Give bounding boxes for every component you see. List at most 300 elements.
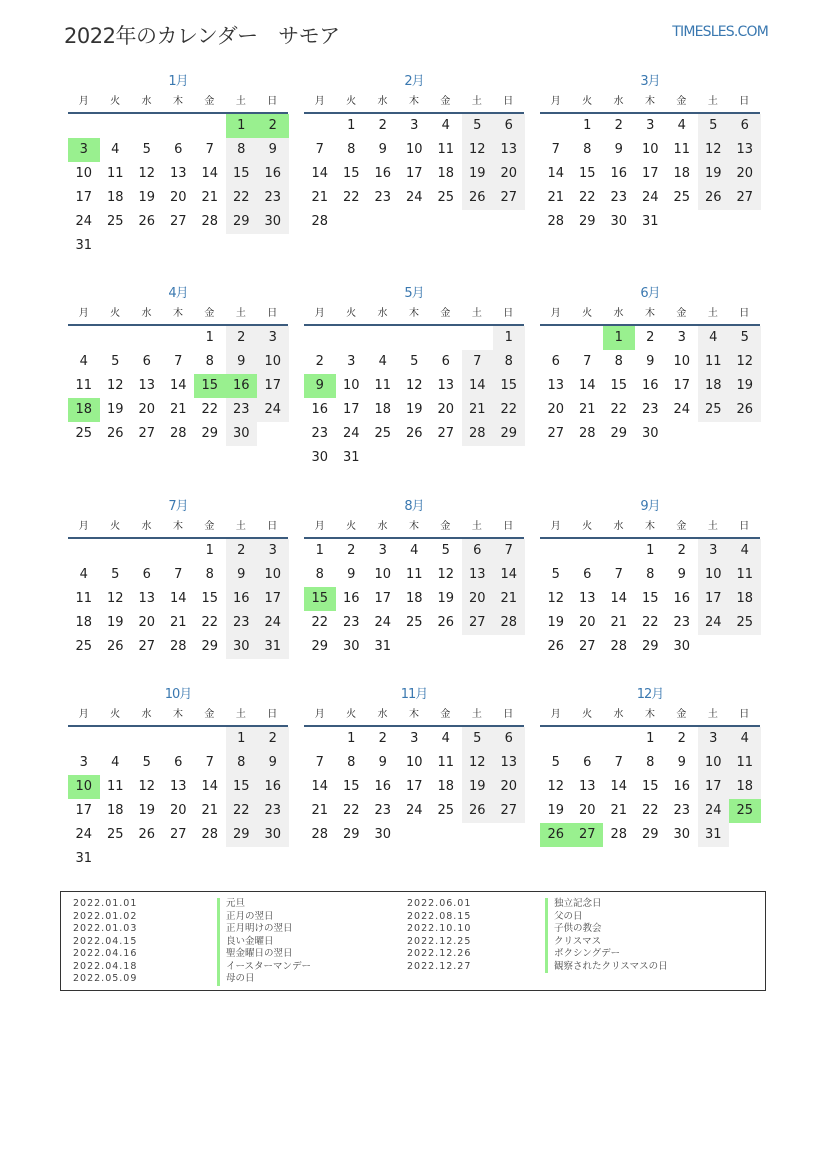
day-cell: 5 [111, 354, 120, 369]
day-cell: 8 [583, 142, 592, 157]
day-cell: 28 [169, 639, 187, 654]
weekday-label: 火 [582, 96, 593, 107]
month-calendar [304, 284, 524, 465]
day-cell: 15 [641, 591, 659, 606]
day-cell: 1 [646, 731, 655, 746]
day-cell: 15 [226, 162, 258, 186]
day-cell: 11 [673, 142, 691, 157]
weekday-label: 金 [204, 709, 215, 720]
day-cell: 18 [405, 591, 423, 606]
day-cell: 15 [578, 166, 596, 181]
weekday-label: 水 [377, 308, 388, 319]
day-cell: 16 [226, 587, 258, 611]
site-brand-link[interactable]: TIMESLES.COM [672, 24, 768, 40]
day-cell: 24 [257, 611, 289, 635]
day-cell: 16 [257, 162, 289, 186]
day-cell: 2 [378, 731, 387, 746]
weekday-header [68, 517, 288, 539]
day-cell: 22 [226, 186, 258, 210]
day-cell: 30 [641, 426, 659, 441]
day-cell: 29 [641, 639, 659, 654]
weekday-label: 木 [644, 709, 655, 720]
day-cell: 3 [677, 330, 686, 345]
weekday-label: 金 [676, 521, 687, 532]
day-cell: 23 [257, 186, 289, 210]
day-cell: 21 [169, 615, 187, 630]
day-cell: 1 [347, 118, 356, 133]
day-cell: 23 [673, 803, 691, 818]
day-cell: 9 [226, 350, 258, 374]
day-cell: 10 [257, 350, 289, 374]
day-cell: 10 [374, 567, 392, 582]
holiday-day-cell: 2 [257, 114, 289, 138]
day-cell: 4 [729, 539, 761, 563]
day-cell: 19 [547, 803, 565, 818]
day-cell: 9 [378, 755, 387, 770]
day-cell: 13 [169, 166, 187, 181]
weekday-label: 月 [550, 308, 561, 319]
holiday-name: 良い金曜日 [217, 936, 274, 949]
weekday-label: 火 [110, 521, 121, 532]
day-cell: 27 [578, 639, 596, 654]
holiday-name: 父の日 [545, 911, 583, 924]
weekday-label: 金 [676, 96, 687, 107]
month-name: 8月 [404, 499, 424, 514]
day-cell: 21 [311, 803, 329, 818]
day-cell: 2 [614, 118, 623, 133]
day-cell: 18 [437, 166, 455, 181]
weekday-label: 日 [739, 308, 750, 319]
day-cell: 5 [698, 114, 730, 138]
weekday-header [68, 705, 288, 727]
weekday-header [304, 92, 524, 114]
day-cell: 30 [257, 823, 289, 847]
weekday-label: 日 [503, 308, 514, 319]
day-cell: 14 [547, 166, 565, 181]
day-cell: 20 [138, 615, 156, 630]
day-cell: 24 [405, 190, 423, 205]
day-cell: 8 [226, 138, 258, 162]
day-cell: 17 [342, 402, 360, 417]
day-cell: 26 [729, 398, 761, 422]
weekday-label: 土 [707, 308, 718, 319]
holiday-day-cell: 10 [68, 775, 100, 799]
day-cell: 7 [614, 755, 623, 770]
month-name: 1月 [168, 74, 188, 89]
day-cell: 19 [698, 162, 730, 186]
day-cell: 19 [547, 615, 565, 630]
weekday-label: 水 [377, 96, 388, 107]
holiday-name: ボクシングデー [545, 948, 620, 961]
weekday-label: 月 [314, 521, 325, 532]
day-cell: 14 [578, 378, 596, 393]
day-cell: 7 [315, 142, 324, 157]
day-cell: 12 [138, 779, 156, 794]
day-cell: 28 [201, 214, 219, 229]
day-cell: 9 [378, 142, 387, 157]
day-cell: 28 [547, 214, 565, 229]
holiday-date: 2022.04.16 [73, 948, 138, 959]
day-cell: 2 [378, 118, 387, 133]
day-cell: 21 [462, 398, 494, 422]
day-cell: 5 [551, 755, 560, 770]
day-cell: 23 [641, 402, 659, 417]
holiday-day-cell: 26 [540, 823, 572, 847]
day-cell: 22 [342, 803, 360, 818]
day-cell: 11 [729, 751, 761, 775]
month-calendar [540, 497, 760, 654]
weekday-label: 土 [235, 96, 246, 107]
day-cell: 19 [462, 775, 494, 799]
day-cell: 4 [79, 354, 88, 369]
day-cell: 21 [311, 190, 329, 205]
day-cell: 7 [174, 354, 183, 369]
weekday-label: 火 [346, 709, 357, 720]
day-cell: 23 [342, 615, 360, 630]
holiday-name: 独立記念日 [545, 898, 602, 911]
day-cell: 24 [257, 398, 289, 422]
day-cell: 22 [578, 190, 596, 205]
day-cell: 27 [437, 426, 455, 441]
day-cell: 8 [493, 350, 525, 374]
weekday-label: 月 [550, 709, 561, 720]
day-cell: 18 [729, 587, 761, 611]
day-cell: 22 [201, 402, 219, 417]
day-cell: 13 [169, 779, 187, 794]
day-cell: 1 [646, 543, 655, 558]
day-cell: 25 [106, 827, 124, 842]
day-cell: 3 [347, 354, 356, 369]
day-cell: 3 [378, 543, 387, 558]
day-cell: 17 [405, 166, 423, 181]
weekday-header [304, 304, 524, 326]
day-cell: 29 [493, 422, 525, 446]
weekday-label: 月 [550, 521, 561, 532]
weekday-label: 日 [503, 709, 514, 720]
weekday-label: 火 [110, 709, 121, 720]
weekday-label: 日 [267, 521, 278, 532]
month-calendar [68, 497, 288, 654]
day-cell: 6 [441, 354, 450, 369]
day-cell: 22 [641, 615, 659, 630]
holiday-name: 正月明けの翌日 [217, 923, 293, 936]
weekday-header [540, 705, 760, 727]
day-cell: 4 [378, 354, 387, 369]
day-cell: 5 [551, 567, 560, 582]
day-cell: 19 [138, 190, 156, 205]
weekday-label: 月 [78, 308, 89, 319]
day-cell: 28 [311, 214, 329, 229]
day-cell: 31 [342, 450, 360, 465]
month-calendar [304, 685, 524, 842]
day-cell: 10 [641, 142, 659, 157]
day-cell: 22 [311, 615, 329, 630]
day-cell: 18 [75, 615, 93, 630]
day-cell: 15 [226, 775, 258, 799]
day-cell: 8 [226, 751, 258, 775]
weekday-label: 火 [346, 308, 357, 319]
weekday-label: 金 [676, 709, 687, 720]
month-name: 10月 [164, 687, 192, 702]
day-cell: 8 [646, 755, 655, 770]
holiday-day-cell: 3 [68, 138, 100, 162]
weekday-label: 月 [78, 521, 89, 532]
holiday-date: 2022.01.03 [73, 923, 138, 934]
day-cell: 23 [673, 615, 691, 630]
day-cell: 19 [462, 162, 494, 186]
holiday-day-cell: 9 [304, 374, 336, 398]
day-cell: 16 [610, 166, 628, 181]
weekday-label: 日 [267, 709, 278, 720]
weekday-label: 月 [78, 709, 89, 720]
weekday-label: 火 [582, 521, 593, 532]
day-cell: 26 [547, 639, 565, 654]
day-cell: 28 [169, 426, 187, 441]
day-cell: 12 [547, 591, 565, 606]
weekday-label: 木 [408, 308, 419, 319]
day-cell: 29 [578, 214, 596, 229]
day-cell: 9 [257, 751, 289, 775]
day-cell: 19 [405, 402, 423, 417]
day-cell: 18 [106, 803, 124, 818]
day-cell: 22 [493, 398, 525, 422]
day-cell: 29 [641, 827, 659, 842]
day-cell: 18 [106, 190, 124, 205]
weekday-header [540, 517, 760, 539]
day-cell: 4 [698, 326, 730, 350]
day-cell: 28 [493, 611, 525, 635]
weekday-label: 土 [471, 709, 482, 720]
weekday-header [304, 517, 524, 539]
weekday-label: 金 [204, 96, 215, 107]
day-cell: 7 [551, 142, 560, 157]
weekday-label: 水 [613, 308, 624, 319]
day-cell: 6 [583, 755, 592, 770]
weekday-label: 火 [110, 96, 121, 107]
month-name: 4月 [168, 286, 188, 301]
weekday-label: 水 [613, 521, 624, 532]
day-cell: 13 [578, 591, 596, 606]
day-cell: 7 [493, 539, 525, 563]
day-cell: 27 [169, 827, 187, 842]
month-calendar [304, 497, 524, 654]
day-cell: 21 [493, 587, 525, 611]
day-cell: 24 [698, 611, 730, 635]
holiday-name: 母の日 [217, 973, 255, 986]
weekday-label: 水 [141, 308, 152, 319]
day-cell: 11 [75, 591, 93, 606]
day-cell: 18 [437, 779, 455, 794]
day-cell: 19 [729, 374, 761, 398]
day-cell: 1 [205, 330, 214, 345]
day-cell: 10 [257, 563, 289, 587]
day-cell: 5 [441, 543, 450, 558]
day-cell: 6 [493, 727, 525, 751]
day-cell: 15 [342, 166, 360, 181]
day-cell: 6 [462, 539, 494, 563]
day-cell: 31 [698, 823, 730, 847]
day-cell: 9 [347, 567, 356, 582]
day-cell: 9 [257, 138, 289, 162]
day-cell: 9 [614, 142, 623, 157]
holiday-day-cell: 25 [729, 799, 761, 823]
month-calendar [540, 685, 760, 842]
day-cell: 26 [405, 426, 423, 441]
day-cell: 7 [205, 142, 214, 157]
day-cell: 16 [641, 378, 659, 393]
day-cell: 10 [698, 563, 730, 587]
day-cell: 19 [437, 591, 455, 606]
day-cell: 6 [174, 142, 183, 157]
month-name: 6月 [640, 286, 660, 301]
day-cell: 7 [614, 567, 623, 582]
day-cell: 20 [462, 587, 494, 611]
day-cell: 28 [462, 422, 494, 446]
month-calendar [540, 72, 760, 229]
day-cell: 1 [583, 118, 592, 133]
day-cell: 22 [201, 615, 219, 630]
day-cell: 13 [138, 591, 156, 606]
day-cell: 31 [641, 214, 659, 229]
holiday-date: 2022.01.01 [73, 898, 138, 909]
day-cell: 24 [405, 803, 423, 818]
weekday-label: 水 [141, 521, 152, 532]
weekday-label: 金 [440, 521, 451, 532]
day-cell: 12 [729, 350, 761, 374]
holiday-name: クリスマス [545, 936, 601, 949]
day-cell: 28 [201, 827, 219, 842]
weekday-label: 火 [110, 308, 121, 319]
holiday-date: 2022.12.26 [407, 948, 472, 959]
weekday-label: 木 [172, 308, 183, 319]
weekday-label: 金 [440, 709, 451, 720]
day-cell: 17 [257, 374, 289, 398]
day-cell: 10 [405, 142, 423, 157]
day-cell: 1 [226, 727, 258, 751]
day-cell: 15 [610, 378, 628, 393]
day-cell: 25 [698, 398, 730, 422]
weekday-label: 土 [471, 521, 482, 532]
day-cell: 17 [641, 166, 659, 181]
day-cell: 26 [106, 426, 124, 441]
day-cell: 13 [493, 138, 525, 162]
day-cell: 27 [462, 611, 494, 635]
day-cell: 4 [677, 118, 686, 133]
day-cell: 26 [462, 799, 494, 823]
weekday-label: 日 [267, 96, 278, 107]
day-cell: 15 [493, 374, 525, 398]
holiday-date: 2022.10.10 [407, 923, 472, 934]
day-cell: 29 [311, 639, 329, 654]
day-cell: 8 [205, 354, 214, 369]
day-cell: 9 [646, 354, 655, 369]
day-cell: 26 [698, 186, 730, 210]
day-cell: 26 [462, 186, 494, 210]
day-cell: 29 [226, 823, 258, 847]
day-cell: 14 [311, 779, 329, 794]
month-calendar [68, 685, 288, 866]
weekday-label: 土 [707, 709, 718, 720]
day-cell: 13 [547, 378, 565, 393]
day-cell: 31 [257, 635, 289, 659]
weekday-label: 木 [172, 521, 183, 532]
day-cell: 17 [673, 378, 691, 393]
holiday-date: 2022.12.25 [407, 935, 472, 947]
day-cell: 11 [405, 567, 423, 582]
day-cell: 12 [106, 378, 124, 393]
day-cell: 13 [138, 378, 156, 393]
day-cell: 12 [462, 751, 494, 775]
day-cell: 7 [174, 567, 183, 582]
day-cell: 14 [169, 378, 187, 393]
day-cell: 14 [169, 591, 187, 606]
day-cell: 2 [257, 727, 289, 751]
day-cell: 25 [437, 190, 455, 205]
day-cell: 16 [673, 779, 691, 794]
month-calendar [304, 72, 524, 229]
weekday-label: 金 [440, 308, 451, 319]
weekday-label: 水 [613, 96, 624, 107]
day-cell: 24 [374, 615, 392, 630]
holiday-date: 2022.01.02 [73, 910, 138, 922]
holiday-date: 2022.06.01 [407, 898, 472, 909]
day-cell: 13 [462, 563, 494, 587]
day-cell: 12 [547, 779, 565, 794]
day-cell: 27 [138, 639, 156, 654]
day-cell: 25 [75, 639, 93, 654]
day-cell: 21 [610, 615, 628, 630]
day-cell: 25 [106, 214, 124, 229]
day-cell: 6 [551, 354, 560, 369]
day-cell: 29 [201, 426, 219, 441]
day-cell: 9 [677, 567, 686, 582]
day-cell: 13 [437, 378, 455, 393]
day-cell: 2 [677, 731, 686, 746]
day-cell: 20 [169, 190, 187, 205]
day-cell: 29 [226, 210, 258, 234]
day-cell: 12 [405, 378, 423, 393]
weekday-label: 水 [377, 521, 388, 532]
day-cell: 18 [673, 166, 691, 181]
weekday-label: 火 [582, 308, 593, 319]
day-cell: 23 [610, 190, 628, 205]
holiday-day-cell: 16 [226, 374, 258, 398]
day-cell: 8 [315, 567, 324, 582]
day-cell: 1 [315, 543, 324, 558]
weekday-label: 木 [408, 709, 419, 720]
day-cell: 13 [729, 138, 761, 162]
holiday-date: 2022.04.15 [73, 935, 138, 947]
day-cell: 14 [610, 591, 628, 606]
day-cell: 20 [493, 162, 525, 186]
day-cell: 20 [578, 615, 596, 630]
holiday-day-cell: 15 [194, 374, 226, 398]
weekday-label: 火 [346, 96, 357, 107]
day-cell: 16 [311, 402, 329, 417]
day-cell: 14 [201, 166, 219, 181]
day-cell: 14 [311, 166, 329, 181]
day-cell: 4 [441, 731, 450, 746]
day-cell: 26 [138, 214, 156, 229]
day-cell: 16 [673, 591, 691, 606]
day-cell: 10 [698, 751, 730, 775]
weekday-label: 日 [503, 521, 514, 532]
day-cell: 27 [169, 214, 187, 229]
day-cell: 30 [226, 422, 258, 446]
day-cell: 14 [462, 374, 494, 398]
month-name: 12月 [636, 687, 664, 702]
holiday-date: 2022.04.18 [73, 960, 138, 972]
